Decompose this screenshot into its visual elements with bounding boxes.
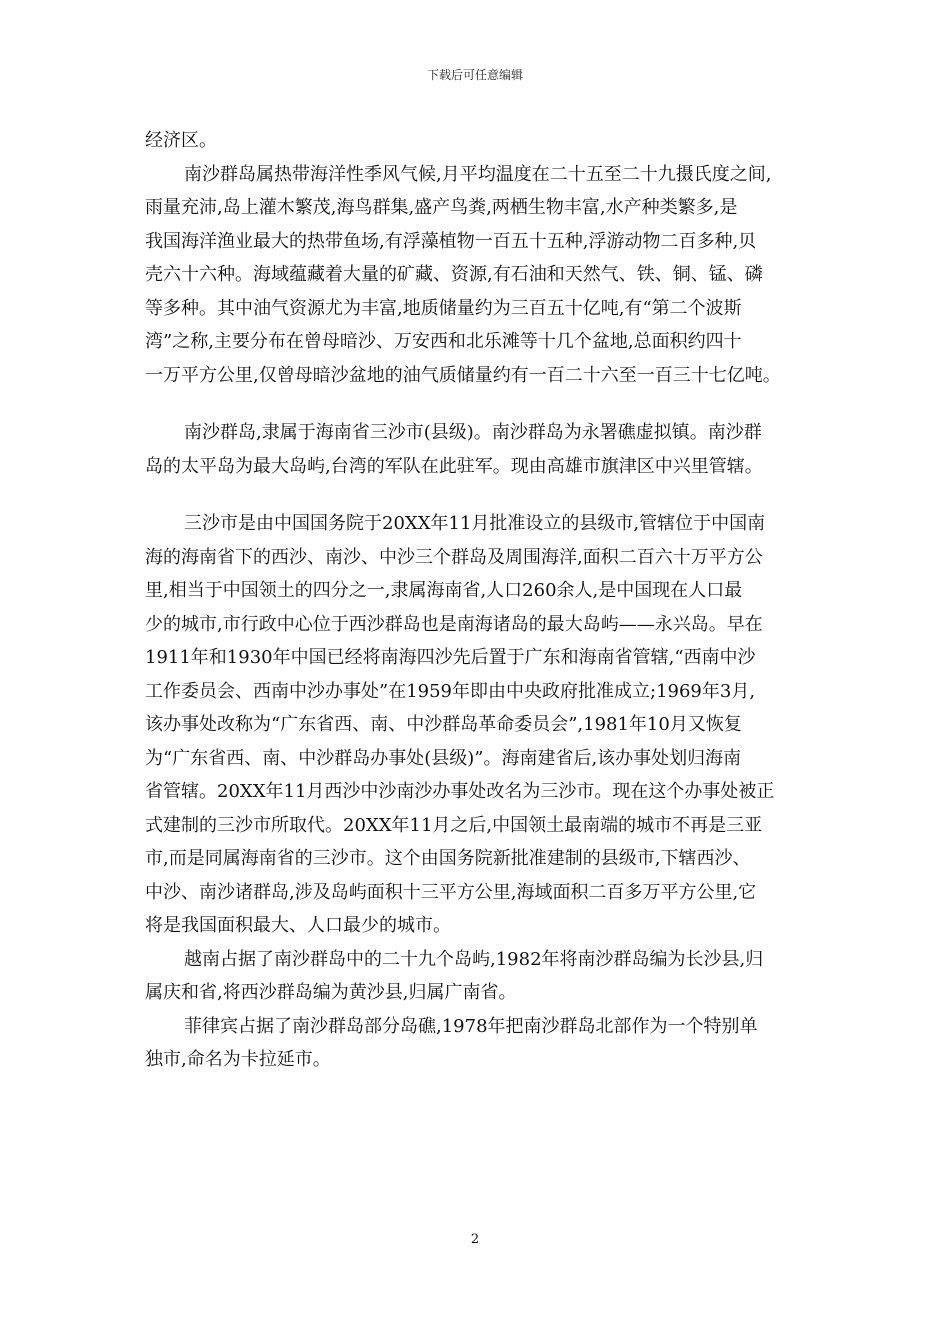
paragraph	[145, 943, 810, 1010]
text-line: 等多种。其中油气资源尤为丰富,地质储量约为三百五十亿吨,有“第二个波斯	[145, 297, 742, 319]
text-line: 该办事处改称为“广东省西、南、中沙群岛革命委员会”,1981年10月又恢复	[145, 714, 742, 735]
text-line: 南沙群岛,隶属于海南省三沙市(县级)。南沙群岛为永署礁虚拟镇。南沙群	[184, 422, 762, 443]
paragraph	[145, 1010, 810, 1077]
text-line: 南沙群岛属热带海洋性季风气候,月平均温度在二十五至二十九摄氏度之间,	[184, 163, 772, 185]
text-line: 海的海南省下的西沙、南沙、中沙三个群岛及周围海洋,面积二百六十万平方公	[145, 546, 763, 568]
text-line: 工作委员会、西南中沙办事处”在1959年即由中央政府批准成立;1969年3月,	[145, 680, 756, 702]
text-line: 岛的太平岛为最大岛屿,台湾的军队在此驻军。现由高雄市旗津区中兴里管辖。	[145, 455, 763, 477]
paragraph	[145, 124, 810, 158]
text-line: 我国海洋渔业最大的热带鱼场,有浮藻植物一百五十五种,浮游动物二百多种,贝	[145, 230, 757, 252]
paragraph-gap	[145, 392, 810, 416]
text-line: 市,而是同属海南省的三沙市。这个由国务院新批准建制的县级市,下辖西沙、	[145, 848, 751, 869]
text-line: 里,相当于中国领土的四分之一,隶属海南省,人口260余人,是中国现在人口最	[145, 580, 743, 601]
text-line: 为“广东省西、南、中沙群岛办事处(县级)”。海南建省后,该办事处划归海南	[145, 747, 742, 769]
text-line: 三沙市是由中国国务院于20XX年11月批准设立的县级市,管辖位于中国南	[184, 513, 766, 534]
paragraph	[145, 416, 810, 483]
paragraph-gap	[145, 483, 810, 507]
text-line: 独市,命名为卡拉延市。	[145, 1049, 331, 1070]
text-line: 壳六十六种。海域蕴藏着大量的矿藏、资源,有石油和天然气、铁、铜、锰、磷	[145, 264, 763, 285]
paragraph	[145, 507, 810, 943]
text-line: 省管辖。20XX年11月西沙中沙南沙办事处改名为三沙市。现在这个办事处被正	[145, 781, 775, 802]
text-line: 中沙、南沙诸群岛,涉及岛屿面积十三平方公里,海域面积二百多万平方公里,它	[145, 881, 757, 903]
page-header: 下载后可任意编辑	[426, 68, 523, 82]
text-line: 菲律宾占据了南沙群岛部分岛礁,1978年把南沙群岛北部作为一个特别单	[184, 1015, 758, 1037]
page-number: 2	[470, 1232, 480, 1247]
text-line: 湾”之称,主要分布在曾母暗沙、万安西和北乐滩等十几个盆地,总面积约四十	[145, 331, 742, 352]
document-body	[145, 124, 810, 1077]
text-line: 将是我国面积最大、人口最少的城市。	[145, 915, 451, 936]
text-line: 雨量充沛,岛上灌木繁茂,海鸟群集,盛产鸟粪,两栖生物丰富,水产种类繁多,是	[145, 197, 738, 218]
text-line: 一万平方公里,仅曾母暗沙盆地的油气质储量约有一百二十六至一百三十七亿吨。	[145, 364, 781, 386]
paragraph	[145, 158, 810, 393]
text-line: 式建制的三沙市所取代。20XX年11月之后,中国领土最南端的城市不再是三亚	[145, 814, 763, 836]
text-line: 经济区。	[145, 130, 217, 151]
text-line: 少的城市,市行政中心位于西沙群岛也是南海诸岛的最大岛屿——永兴岛。早在	[145, 613, 763, 635]
text-line: 越南占据了南沙群岛中的二十九个岛屿,1982年将南沙群岛编为长沙县,归	[184, 948, 764, 970]
text-line: 1911年和1930年中国已经将南海四沙先后置于广东和海南省管辖,“西南中沙	[145, 647, 756, 668]
text-line: 属庆和省,将西沙群岛编为黄沙县,归属广南省。	[145, 982, 517, 1003]
